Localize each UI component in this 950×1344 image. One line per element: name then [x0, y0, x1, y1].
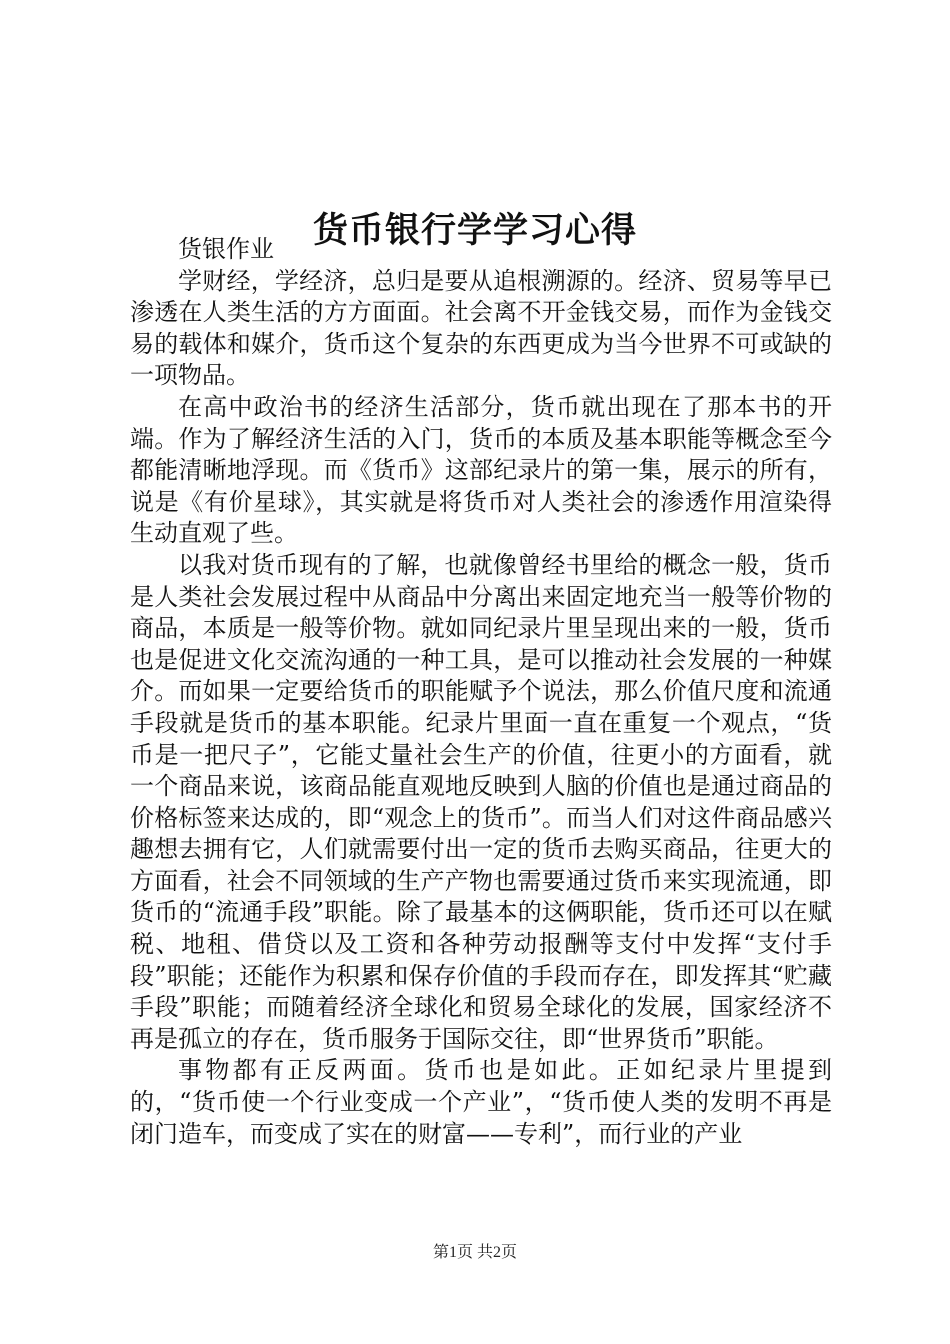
paragraph: 在高中政治书的经济生活部分，货币就出现在了那本书的开端。作为了解经济生活的入门，货币的本质及基本职能等概念至今都能清晰地浮现。而《货币》这部纪录片的第一集，展示的所有，说是《有价星球》，其实就是将货币对人类社会的渗透作用渲染得生动直观了些。	[130, 392, 832, 548]
paragraph: 货银作业	[178, 235, 274, 263]
paragraph: 事物都有正反两面。货币也是如此。正如纪录片里提到的，“货币使一个行业变成一个产业”，“货币使人类的发明不再是闭门造车，而变成了实在的财富——专利”，而行业的产业	[130, 1056, 832, 1148]
document-body	[130, 234, 832, 1150]
page-number-footer: 第1页 共2页	[432, 1244, 517, 1261]
paragraph: 学财经，学经济，总归是要从追根溯源的。经济、贸易等早已渗透在人类生活的方方面面。社会离不开金钱交易，而作为金钱交易的载体和媒介，货币这个复杂的东西更成为当今世界不可或缺的一项物品。	[130, 266, 832, 390]
paragraph: 以我对货币现有的了解，也就像曾经书里给的概念一般，货币是人类社会发展过程中从商品中分离出来固定地充当一般等价物的商品，本质是一般等价物。就如同纪录片里呈现出来的一般，货币也是促进文化交流沟通的一种工具，是可以推动社会发展的一种媒介。而如果一定要给货币的职能赋予个说法，那么价值尺度和流通手段就是货币的基本职能。纪录片里面一直在重复一个观点，“货币是一把尺子”，它能丈量社会生产的价值，往更小的方面看，就一个商品来说，该商品能直观地反映到人脑的价值也是通过商品的价格标签来达成的，即“观念上的货币”。而当人们对这件商品感兴趣想去拥有它，人们就需要付出一定的货币去购买商品，往更大的方面看，社会不同领域的生产产物也需要通过货币来实现流通，即货币的“流通手段”职能。除了最基本的这俩职能，货币还可以在赋税、地租、借贷以及工资和各种劳动报酬等支付中发挥“支付手段”职能；还能作为积累和保存价值的手段而存在，即发挥其“贮藏手段”职能；而随着经济全球化和贸易全球化的发展，国家经济不再是孤立的存在，货币服务于国际交往，即“世界货币”职能。	[130, 550, 832, 1053]
document-title: 货币银行学学习心得	[312, 210, 637, 252]
